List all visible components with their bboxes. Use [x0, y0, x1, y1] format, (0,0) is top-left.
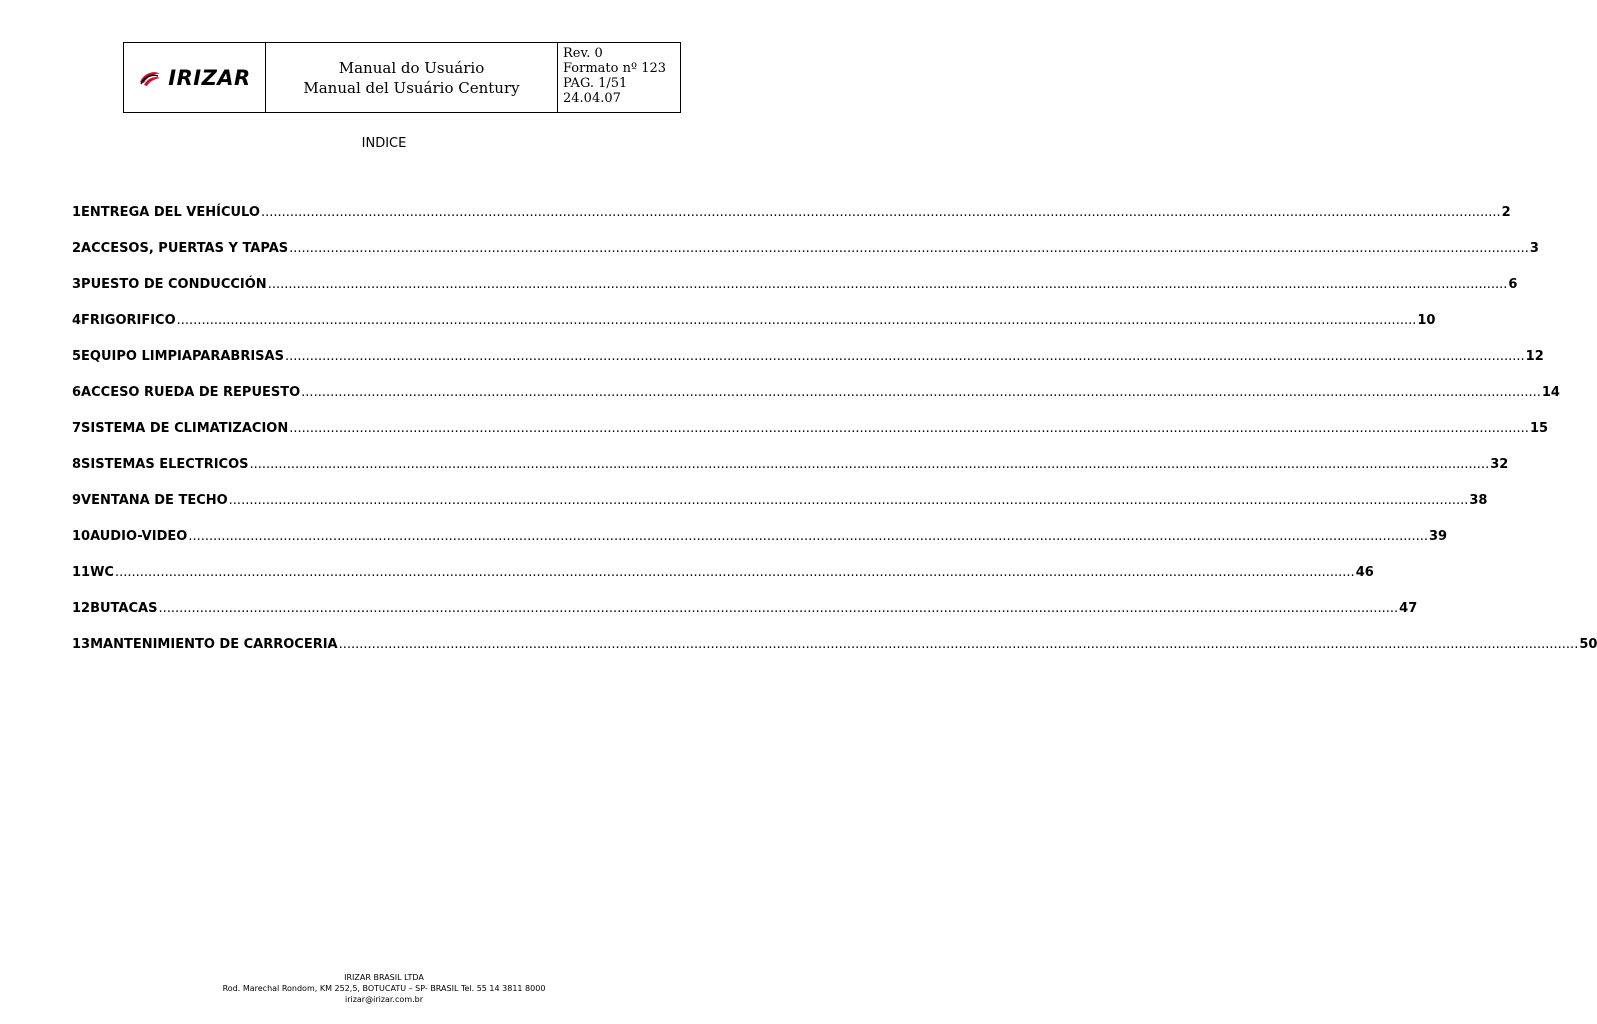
- toc-entry[interactable]: [72, 241, 1539, 277]
- title-line-2: Manual del Usuário Century: [303, 78, 520, 97]
- toc-entry-title: ACCESO RUEDA DE REPUESTO: [81, 385, 301, 400]
- toc-entry-number: 4: [72, 313, 82, 328]
- toc-entry-page: 32: [1490, 457, 1509, 472]
- toc-entry-title: VENTANA DE TECHO: [81, 493, 228, 508]
- toc-leader-dots: ............................................................................................................................................................................................................................................................................................................: [228, 493, 1469, 508]
- toc-entry[interactable]: [72, 601, 1418, 637]
- toc-leader-dots: ............................................................................................................................................................................................................................................................................................................: [267, 277, 1508, 292]
- toc-entry[interactable]: [72, 493, 1488, 529]
- toc-leader-dots: ............................................................................................................................................................................................................................................................................................................: [249, 457, 1490, 472]
- title-line-1: Manual do Usuário: [338, 58, 485, 77]
- toc-entry-number: 2: [72, 241, 82, 256]
- logo: [124, 43, 266, 112]
- index-heading: INDICE: [361, 136, 407, 151]
- toc-entry-number: 10: [72, 529, 91, 544]
- toc-entry-number: 5: [72, 349, 82, 364]
- irizar-logo-icon: [138, 68, 162, 88]
- document-header: [123, 42, 681, 113]
- toc-entry-number: 12: [72, 601, 91, 616]
- toc-entry-page: 3: [1529, 241, 1539, 256]
- logo-text: IRIZAR: [168, 65, 251, 90]
- toc-entry-title: FRIGORIFICO: [81, 313, 176, 328]
- table-of-contents: [72, 205, 1597, 673]
- toc-entry-title: SISTEMA DE CLIMATIZACION: [81, 421, 289, 436]
- toc-entry-number: 11: [72, 565, 91, 580]
- toc-entry-title: EQUIPO LIMPIAPARABRISAS: [81, 349, 284, 364]
- toc-entry-title: PUESTO DE CONDUCCIÓN: [81, 277, 267, 292]
- toc-entry-page: 47: [1399, 601, 1418, 616]
- toc-entry-page: 2: [1501, 205, 1511, 220]
- toc-leader-dots: ............................................................................................................................................................................................................................................................................................................: [176, 313, 1417, 328]
- toc-leader-dots: ............................................................................................................................................................................................................................................................................................................: [114, 565, 1355, 580]
- toc-entry-title: SISTEMAS ELECTRICOS: [81, 457, 249, 472]
- toc-entry-title: AUDIO-VIDEO: [90, 529, 188, 544]
- toc-entry-title: MANTENIMIENTO DE CARROCERIA: [90, 637, 338, 652]
- page-footer: [0, 972, 768, 1005]
- toc-entry-page: 14: [1541, 385, 1560, 400]
- toc-entry[interactable]: [72, 637, 1597, 673]
- toc-entry[interactable]: [72, 565, 1374, 601]
- page-number: PAG. 1/51: [563, 76, 628, 91]
- format-number: Formato nº 123: [563, 61, 667, 76]
- toc-entry-title: BUTACAS: [90, 601, 158, 616]
- toc-entry-page: 6: [1508, 277, 1518, 292]
- toc-entry-page: 12: [1525, 349, 1544, 364]
- document-meta: [558, 43, 680, 112]
- toc-entry-number: 1: [72, 205, 82, 220]
- toc-entry-title: ENTREGA DEL VEHÍCULO: [81, 205, 260, 220]
- document-date: 24.04.07: [563, 91, 621, 106]
- toc-entry-number: 7: [72, 421, 82, 436]
- toc-leader-dots: ............................................................................................................................................................................................................................................................................................................: [338, 637, 1579, 652]
- toc-entry[interactable]: [72, 205, 1511, 241]
- toc-entry-number: 9: [72, 493, 82, 508]
- toc-entry[interactable]: [72, 457, 1509, 493]
- toc-entry-page: 50: [1579, 637, 1597, 652]
- revision: Rev. 0: [563, 46, 603, 61]
- toc-entry-title: WC: [90, 565, 114, 580]
- toc-entry-number: 6: [72, 385, 82, 400]
- toc-leader-dots: ............................................................................................................................................................................................................................................................................................................: [260, 205, 1501, 220]
- toc-leader-dots: ............................................................................................................................................................................................................................................................................................................: [284, 349, 1525, 364]
- toc-entry[interactable]: [72, 313, 1436, 349]
- toc-entry-title: ACCESOS, PUERTAS Y TAPAS: [81, 241, 289, 256]
- toc-entry-number: 3: [72, 277, 82, 292]
- toc-entry[interactable]: [72, 421, 1549, 457]
- toc-entry-page: 46: [1355, 565, 1374, 580]
- toc-entry-page: 39: [1429, 529, 1448, 544]
- toc-leader-dots: ............................................................................................................................................................................................................................................................................................................: [188, 529, 1429, 544]
- footer-email: irizar@irizar.com.br: [344, 995, 424, 1004]
- footer-address: Rod. Marechal Rondom, KM 252,5, BOTUCATU – SP- BRASIL Tel. 55 14 3811 8000: [222, 984, 546, 993]
- toc-entry-page: 15: [1529, 421, 1549, 436]
- toc-entry[interactable]: [72, 349, 1544, 385]
- toc-leader-dots: ............................................................................................................................................................................................................................................................................................................: [301, 385, 1541, 400]
- toc-leader-dots: ............................................................................................................................................................................................................................................................................................................: [289, 241, 1529, 256]
- toc-entry[interactable]: [72, 529, 1448, 565]
- toc-entry[interactable]: [72, 385, 1560, 421]
- toc-leader-dots: ............................................................................................................................................................................................................................................................................................................: [289, 421, 1529, 436]
- manual-title: [266, 43, 558, 112]
- toc-entry-page: 38: [1469, 493, 1488, 508]
- toc-entry-number: 13: [72, 637, 91, 652]
- footer-company: IRIZAR BRASIL LTDA: [344, 973, 424, 982]
- toc-entry-number: 8: [72, 457, 82, 472]
- toc-entry-page: 10: [1417, 313, 1436, 328]
- toc-leader-dots: ............................................................................................................................................................................................................................................................................................................: [158, 601, 1399, 616]
- toc-entry[interactable]: [72, 277, 1518, 313]
